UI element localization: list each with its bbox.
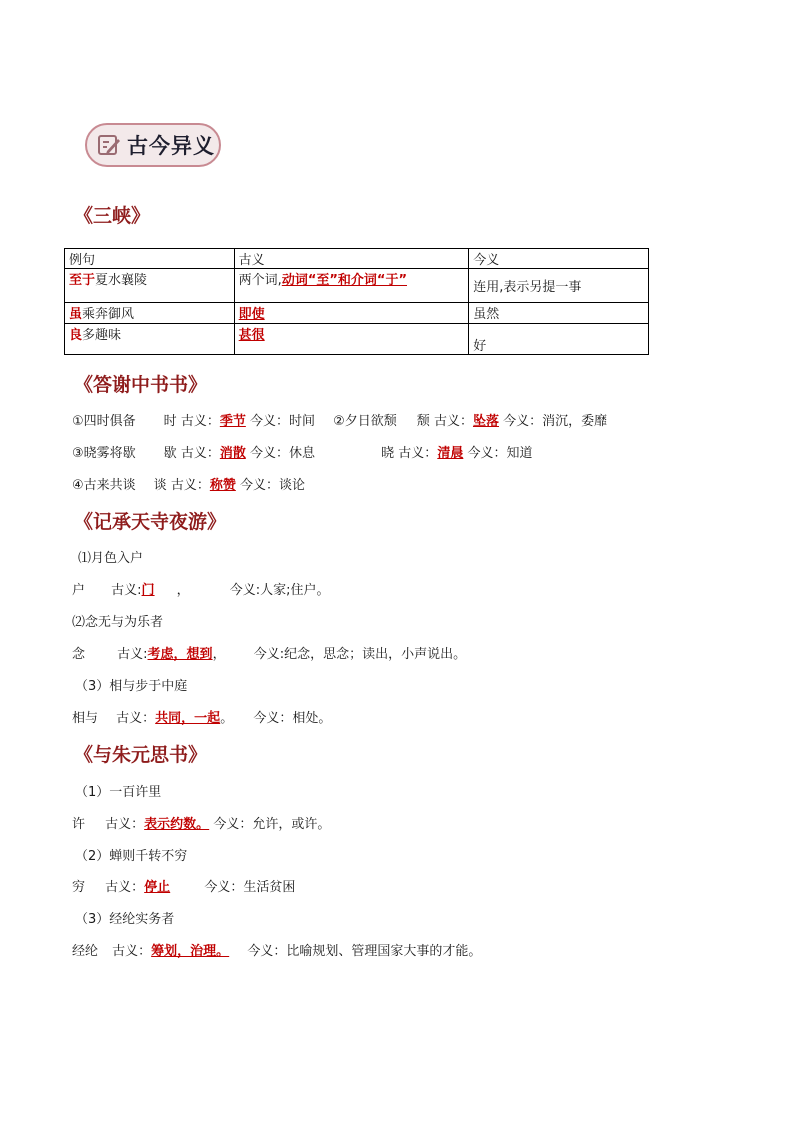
keyword: 虽: [69, 307, 83, 322]
header-cell: 例句: [65, 249, 235, 269]
old-meaning: 动词“至”和介词“于”: [281, 273, 407, 288]
phrase: ③晓雾将歇: [72, 446, 136, 461]
punct: ，: [212, 647, 226, 662]
word: 经纶: [72, 944, 99, 959]
old-label: 古义：: [433, 414, 473, 429]
new-meaning: 今义：相处。: [253, 711, 332, 726]
new-meaning: 今义：生活贫困: [204, 880, 296, 895]
text-line: [72, 813, 330, 832]
phrase: ②夕日欲颓: [333, 414, 397, 429]
edit-note-icon: [97, 133, 121, 157]
section-title-yzys: 《与朱元思书》: [74, 744, 208, 766]
word: 歇: [163, 446, 177, 461]
old-meaning: 停止: [144, 880, 171, 895]
old-meaning: 表示约数。: [144, 817, 210, 832]
example-rest: 夏水襄陵: [95, 273, 148, 288]
section-badge: [85, 123, 221, 167]
old-label: 古义：: [112, 944, 152, 959]
item-phrase: ⑴月色入户: [78, 551, 144, 566]
item-phrase: （3）相与步于中庭: [75, 679, 188, 694]
old-label: 古义：: [170, 478, 210, 493]
example-rest: 多趣味: [82, 328, 122, 343]
item-phrase: （3）经纶实务者: [75, 912, 175, 927]
word: 颓: [416, 414, 430, 429]
table-header-row: [65, 249, 649, 269]
word: 相与: [72, 711, 99, 726]
old-meaning-cell: [234, 303, 469, 324]
header-cell: 今义: [469, 249, 649, 269]
old-meaning: 筹划，治理。: [151, 944, 230, 959]
punct: ，: [176, 583, 190, 598]
item-phrase: ⑵念无与为乐者: [72, 615, 164, 630]
old-meaning: 季节: [219, 414, 246, 429]
old-meaning: 甚很: [238, 328, 265, 343]
text-line: [72, 474, 305, 493]
text-line: [72, 442, 532, 461]
section-title-dxzss: 《答谢中书书》: [74, 374, 208, 396]
example-cell: [65, 303, 235, 324]
word: 许: [72, 817, 86, 832]
word: 谈: [153, 478, 167, 493]
text-line: [72, 940, 481, 959]
table-row: [65, 324, 649, 355]
table-row: [65, 269, 649, 303]
new-meaning: 今义：消沉，委靡: [503, 414, 608, 429]
old-label: 古义：: [180, 414, 220, 429]
new-meaning-cell: 虽然: [469, 303, 649, 324]
word: 念: [72, 647, 86, 662]
old-meaning-prefix: 两个词,: [238, 273, 282, 288]
keyword: 至于: [69, 273, 96, 288]
new-meaning: 今义:人家;住户。: [229, 583, 330, 598]
old-meaning: 即使: [238, 307, 265, 322]
text-line: [72, 579, 329, 598]
old-meaning: 清晨: [437, 446, 464, 461]
old-meaning-cell: [234, 324, 469, 355]
new-meaning: 今义：比喻规划、管理国家大事的才能。: [247, 944, 482, 959]
old-label: 古义：: [105, 817, 145, 832]
header-cell: 古义: [234, 249, 469, 269]
item-phrase: （2）蝉则千转不穷: [75, 849, 188, 864]
new-meaning-cell: 好: [469, 324, 649, 355]
old-label: 古义：: [105, 880, 145, 895]
new-meaning: 今义：谈论: [239, 478, 305, 493]
old-label: 古义：: [398, 446, 438, 461]
example-cell: [65, 324, 235, 355]
old-meaning-cell: [234, 269, 469, 303]
word: 时: [163, 414, 177, 429]
example-cell: [65, 269, 235, 303]
text-line: [72, 643, 466, 662]
table-row: [65, 303, 649, 324]
old-label: 古义：: [116, 711, 156, 726]
text-line: [72, 410, 607, 429]
item-phrase: （1）一百许里: [75, 785, 162, 800]
new-meaning: 今义：允许，或许。: [213, 817, 331, 832]
new-meaning: 今义:纪念，思念；读出，小声说出。: [253, 647, 467, 662]
example-rest: 乘奔御风: [82, 307, 135, 322]
section-title-jctsyy: 《记承天寺夜游》: [74, 511, 227, 533]
badge-title: 古今异义: [127, 133, 215, 158]
old-label: 古义：: [180, 446, 220, 461]
word: 户: [72, 583, 86, 598]
punct: 。: [220, 711, 234, 726]
word: 穷: [72, 880, 86, 895]
old-meaning: 共同，一起: [155, 711, 221, 726]
new-meaning: 今义：时间: [249, 414, 315, 429]
new-meaning: 今义：休息: [249, 446, 315, 461]
text-line: [72, 876, 295, 895]
sanxia-table: [64, 248, 649, 355]
word: 晓: [381, 446, 395, 461]
old-meaning: 称赞: [209, 478, 236, 493]
section-title-sanxia: 《三峡》: [74, 205, 151, 227]
text-line: [72, 707, 331, 726]
old-label: 古义:: [111, 583, 142, 598]
phrase: ①四时俱备: [72, 414, 136, 429]
old-label: 古义:: [117, 647, 148, 662]
new-meaning-cell: 连用,表示另提一事: [469, 269, 649, 303]
old-meaning: 消散: [219, 446, 246, 461]
phrase: ④古来共谈: [72, 478, 136, 493]
old-meaning: 考虑，想到: [147, 647, 213, 662]
new-meaning: 今义：知道: [467, 446, 533, 461]
old-meaning: 坠落: [472, 414, 499, 429]
keyword: 良: [69, 328, 83, 343]
old-meaning: 门: [141, 583, 155, 598]
